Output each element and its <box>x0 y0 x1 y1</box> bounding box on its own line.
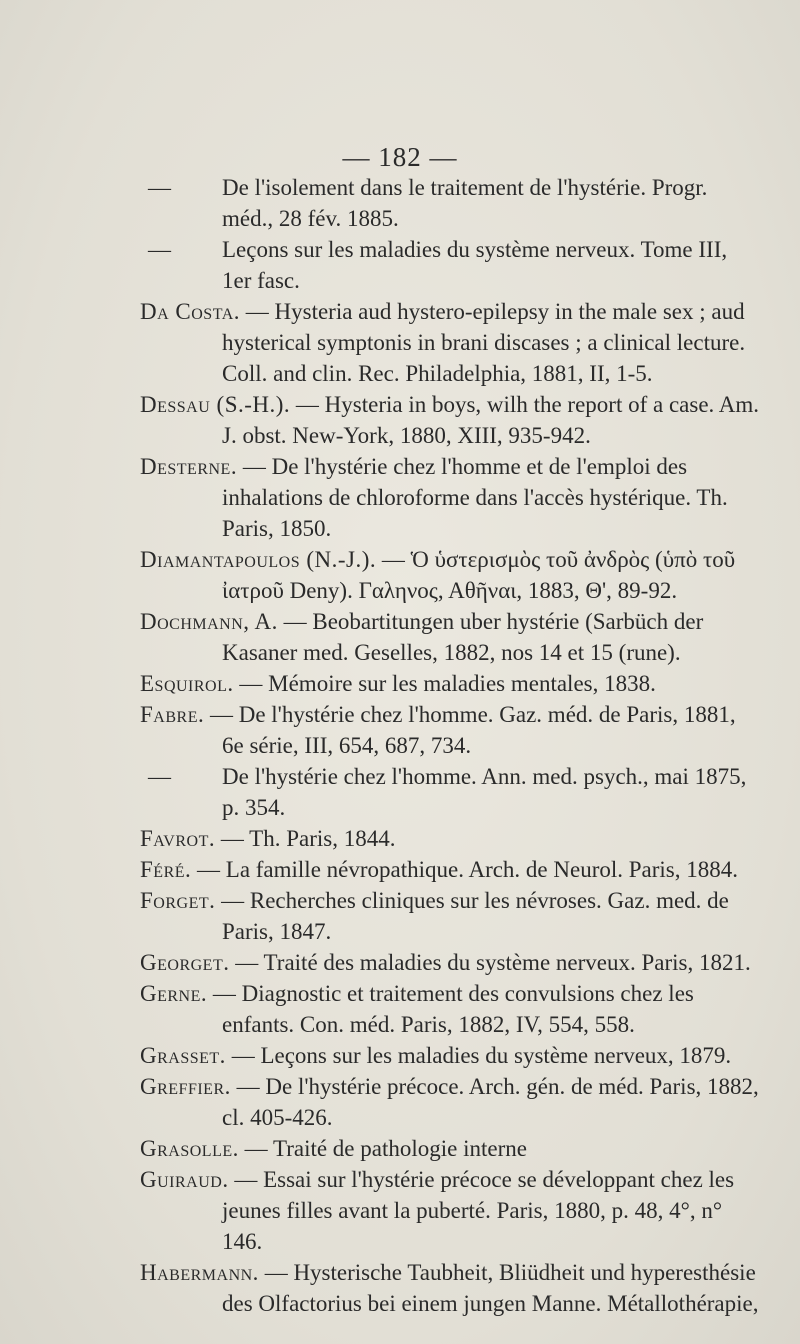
entry-author: Esquirol. <box>140 671 234 696</box>
entry-text: — De l'hystérie chez l'homme et de l'emploi des inhalations de chloroforme dans l'accès hystérique. Th. Paris, 1850. <box>222 454 728 541</box>
entry-text: — Hysteria in boys, wilh the report of a case. Am. J. obst. New-York, 1880, XIII, 935-942. <box>222 392 760 448</box>
entry-author: Forget. <box>140 888 216 913</box>
bibliography-entry <box>140 1257 760 1319</box>
bibliography-entry <box>140 544 760 606</box>
bibliography-entry <box>140 978 760 1040</box>
entry-text: — Leçons sur les maladies du système nerveux, 1879. <box>225 1043 732 1068</box>
bibliography-entry <box>140 947 760 978</box>
entry-text: — Ὁ ὑστερισμὸς τοῦ ἀνδρὸς (ὑπὸ τοῦ ἰατροῦ Deny). Γαληνος, Αθῆναι, 1883, Θ', 89-92. <box>222 547 736 603</box>
entry-text: — Traité des maladies du système nerveux. Paris, 1821. <box>229 950 751 975</box>
bibliography-entry <box>140 389 760 451</box>
page-number: — 182 — <box>342 142 458 172</box>
entry-text: — Essai sur l'hystérie précoce se développant chez les jeunes filles avant la puberté. Paris, 1880, p. 48, 4°, n° 146. <box>222 1167 735 1254</box>
bibliography-entry <box>140 172 760 234</box>
ditto-dash: — <box>148 237 171 262</box>
entry-text: — Recherches cliniques sur les névroses. Gaz. med. de Paris, 1847. <box>215 888 729 944</box>
bibliography-entry <box>140 296 760 389</box>
entry-author: Gerne. <box>140 981 208 1006</box>
entry-author: Georget. <box>140 950 230 975</box>
bibliography-entry <box>140 1071 760 1133</box>
bibliography-entry <box>140 699 760 761</box>
bibliography-entry <box>140 885 760 947</box>
entry-text: — Beobartitungen uber hystérie (Sarbüch der Kasaner med. Geselles, 1882, nos 14 et 15 (rune). <box>222 609 704 665</box>
bibliography-entry <box>140 823 760 854</box>
entry-author: Fabre. <box>140 702 205 727</box>
entry-text: — Th. Paris, 1844. <box>215 826 396 851</box>
entry-author: Da Costa. <box>140 299 241 324</box>
entry-author: Guiraud. <box>140 1167 229 1192</box>
bibliography-entry <box>140 1040 760 1071</box>
entry-text: — Mémoire sur les maladies mentales, 1838. <box>233 671 656 696</box>
entry-author: Dochmann, A. <box>140 609 278 634</box>
bibliography-entry <box>140 451 760 544</box>
entry-text: — Traité de pathologie interne <box>238 1136 527 1161</box>
bibliography-entry <box>140 761 760 823</box>
bibliography-entry <box>140 668 760 699</box>
bibliography-list <box>140 172 760 1319</box>
bibliography-entry <box>140 606 760 668</box>
entry-text: — Hysteria aud hystero-epilepsy in the male sex ; aud hysterical symptonis in brani discases ; a clinical lecture. Coll. and clin. Rec. Philadelphia, 1881, II, 1-5. <box>222 299 746 386</box>
entry-text: — Diagnostic et traitement des convulsions chez les enfants. Con. méd. Paris, 1882, IV, 554, 558. <box>207 981 694 1037</box>
entry-author: Diamantapoulos (N.-J.). <box>140 547 377 572</box>
bibliography-entry <box>140 234 760 296</box>
entry-author: Greffier. <box>140 1074 231 1099</box>
entry-text: — La famille névropathique. Arch. de Neurol. Paris, 1884. <box>191 857 739 882</box>
entry-text: De l'hystérie chez l'homme. Ann. med. psych., mai 1875, p. 354. <box>222 764 747 820</box>
entry-author: Favrot. <box>140 826 216 851</box>
entry-author: Grasset. <box>140 1043 226 1068</box>
entry-text: — De l'hystérie chez l'homme. Gaz. méd. de Paris, 1881, 6e série, III, 654, 687, 734. <box>204 702 736 758</box>
bibliography-entry <box>140 1133 760 1164</box>
entry-author: Habermann. <box>140 1260 259 1285</box>
entry-text: — De l'hystérie précoce. Arch. gén. de méd. Paris, 1882, cl. 405-426. <box>222 1074 759 1130</box>
entry-author: Grasolle. <box>140 1136 239 1161</box>
entry-text: — Hysterische Taubheit, Bliüdheit und hyperesthésie des Olfactorius bei einem jungen Manne. Métallothérapie, <box>222 1260 759 1316</box>
entry-author: Dessau (S.-H.). <box>140 392 291 417</box>
ditto-dash: — <box>148 764 171 789</box>
bibliography-entry <box>140 1164 760 1257</box>
entry-author: Desterne. <box>140 454 238 479</box>
entry-text: De l'isolement dans le traitement de l'hystérie. Progr. méd., 28 fév. 1885. <box>222 175 708 231</box>
bibliography-entry <box>140 854 760 885</box>
entry-author: Féré. <box>140 857 192 882</box>
ditto-dash: — <box>148 175 171 200</box>
entry-text: Leçons sur les maladies du système nerveux. Tome III, 1er fasc. <box>222 237 728 293</box>
